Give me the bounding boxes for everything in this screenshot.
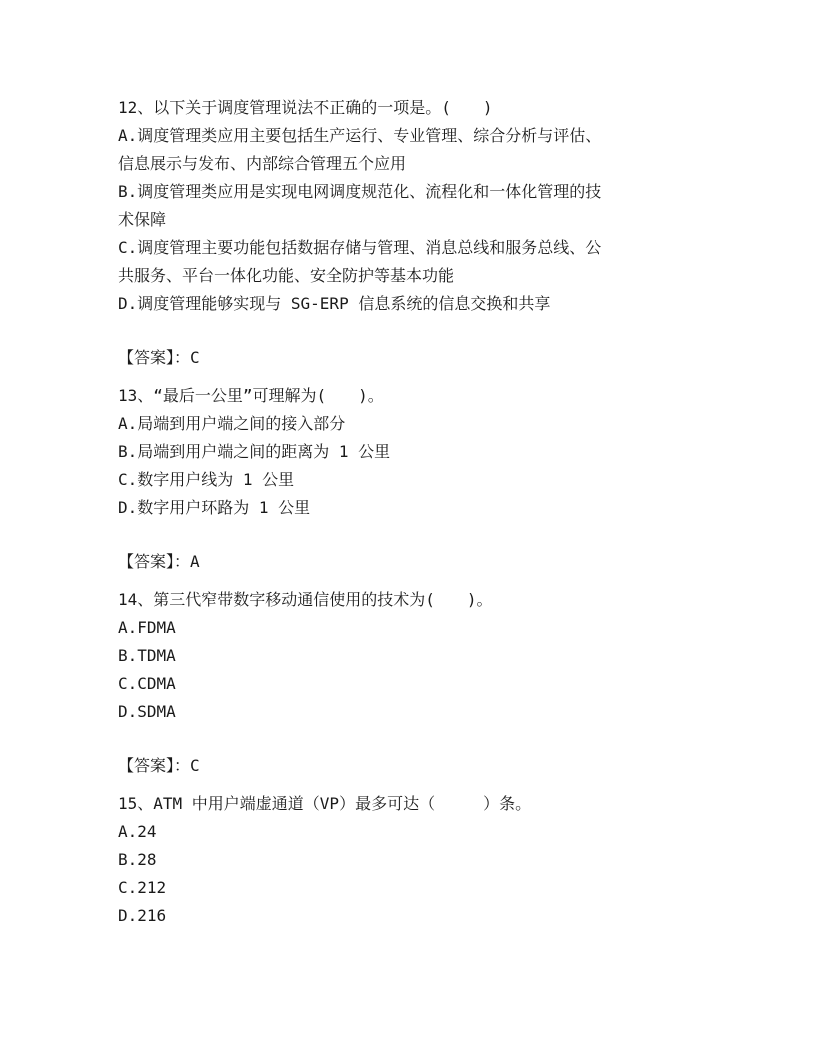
option-c: C.CDMA [118, 674, 176, 693]
question-15 [118, 790, 718, 930]
question-stem: 14、第三代窄带数字移动通信使用的技术为( )。 [118, 590, 493, 609]
option-b: B.28 [118, 850, 157, 869]
question-stem: 12、以下关于调度管理说法不正确的一项是。( ) [118, 98, 493, 117]
option-d: D.SDMA [118, 702, 176, 721]
option-a-continued: 信息展示与发布、内部综合管理五个应用 [118, 154, 407, 173]
option-d: D.216 [118, 906, 167, 925]
option-b: B.TDMA [118, 646, 176, 665]
option-d: D.调度管理能够实现与 SG-ERP 信息系统的信息交换和共享 [118, 294, 551, 313]
document-page [118, 94, 718, 930]
option-c: C.调度管理主要功能包括数据存储与管理、消息总线和服务总线、公 [118, 238, 602, 257]
answer-line: 【答案】：C [118, 348, 200, 367]
option-a: A.局端到用户端之间的接入部分 [118, 414, 346, 433]
question-14 [118, 586, 718, 780]
question-13 [118, 382, 718, 576]
option-a: A.调度管理类应用主要包括生产运行、专业管理、综合分析与评估、 [118, 126, 602, 145]
question-stem: 15、ATM 中用户端虚通道（VP）最多可达（ ）条。 [118, 794, 532, 813]
option-c: C.数字用户线为 1 公里 [118, 470, 295, 489]
question-12 [118, 94, 718, 372]
option-c-continued: 共服务、平台一体化功能、安全防护等基本功能 [118, 266, 455, 285]
option-a: A.24 [118, 822, 157, 841]
option-a: A.FDMA [118, 618, 176, 637]
option-b-continued: 术保障 [118, 210, 167, 229]
option-d: D.数字用户环路为 1 公里 [118, 498, 311, 517]
option-b: B.局端到用户端之间的距离为 1 公里 [118, 442, 391, 461]
option-c: C.212 [118, 878, 167, 897]
answer-line: 【答案】：C [118, 756, 200, 775]
answer-line: 【答案】：A [118, 552, 200, 571]
option-b: B.调度管理类应用是实现电网调度规范化、流程化和一体化管理的技 [118, 182, 602, 201]
question-stem: 13、“最后一公里”可理解为( )。 [118, 386, 384, 405]
